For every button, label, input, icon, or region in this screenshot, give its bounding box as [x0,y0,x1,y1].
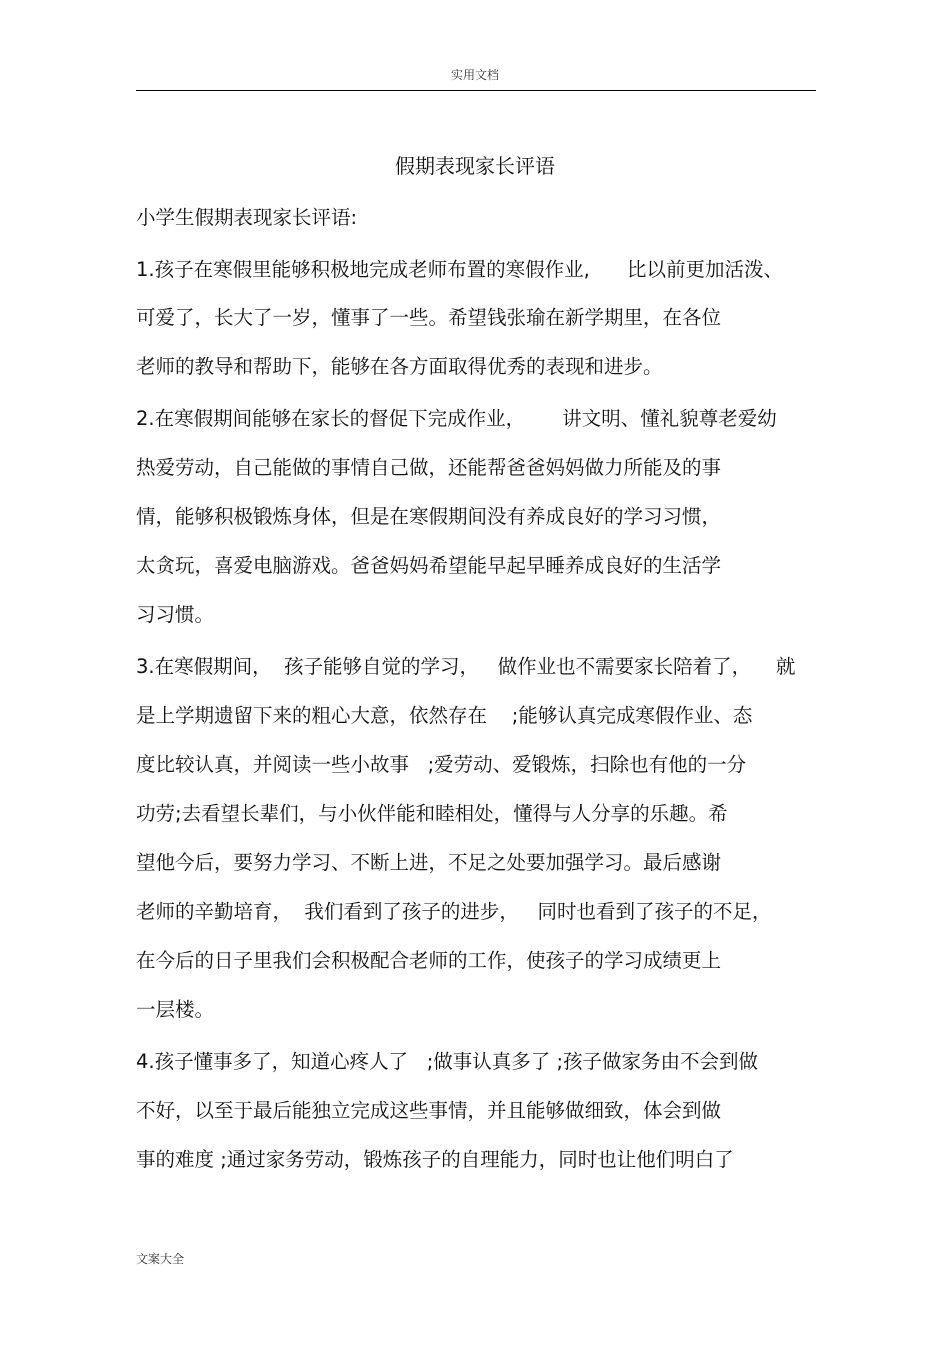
text-line: 功劳;去看望长辈们，与小伙伴能和睦相处，懂得与人分享的乐趣。希 [136,802,728,825]
text-line: 1.孩子在寒假里能够积极地完成老师布置的寒假作业, 比以前更加活泼、 [136,258,783,281]
text-line: 是上学期遗留下来的粗心大意，依然存在 ;能够认真完成寒假作业、态 [136,704,753,727]
text-line: 习习惯。 [136,603,215,626]
text-line: 3.在寒假期间， 孩子能够自觉的学习， 做作业也不需要家长陪着了， 就 [136,655,796,678]
text-line: 热爱劳动，自己能做的事情自己做，还能帮爸爸妈妈做力所能及的事 [136,456,722,479]
text-line: 4.孩子懂事多了，知道心疼人了 ;做事认真多了 ;孩子做家务由不会到做 [136,1050,759,1073]
page-header: 实用文档 [450,68,499,82]
text-line: 太贪玩，喜爱电脑游戏。爸爸妈妈希望能早起早睡养成良好的生活学 [136,554,722,577]
text-line: 不好，以至于最后能独立完成这些事情，并且能够做细致，体会到做 [136,1099,722,1122]
text-line: 情，能够积极锻炼身体，但是在寒假期间没有养成良好的学习习惯， [136,505,722,528]
text-line: 老师的辛勤培育， 我们看到了孩子的进步， 同时也看到了孩子的不足， [136,900,772,923]
document-title: 假期表现家长评语 [395,154,555,178]
text-line: 事的难度 ;通过家务劳动，锻炼孩子的自理能力，同时也让他们明白了 [136,1148,734,1171]
text-line: 在今后的日子里我们会积极配合老师的工作，使孩子的学习成绩更上 [136,949,722,972]
page-footer: 文案大全 [136,1252,185,1266]
text-line: 度比较认真，并阅读一些小故事 ;爱劳动、爱锻炼，扫除也有他的一分 [136,753,747,776]
text-line: 2.在寒假期间能够在家长的督促下完成作业， 讲文明、懂礼貌尊老爱幼 [136,407,777,430]
section-heading: 小学生假期表现家长评语: [136,206,358,229]
text-line: 老师的教导和帮助下，能够在各方面取得优秀的表现和进步。 [136,355,663,378]
header-divider [136,90,816,91]
text-line: 一层楼。 [136,998,215,1021]
text-line: 可爱了，长大了一岁，懂事了一些。希望钱张瑜在新学期里，在各位 [136,306,722,329]
text-line: 望他今后，要努力学习、不断上进，不足之处要加强学习。最后感谢 [136,851,722,874]
